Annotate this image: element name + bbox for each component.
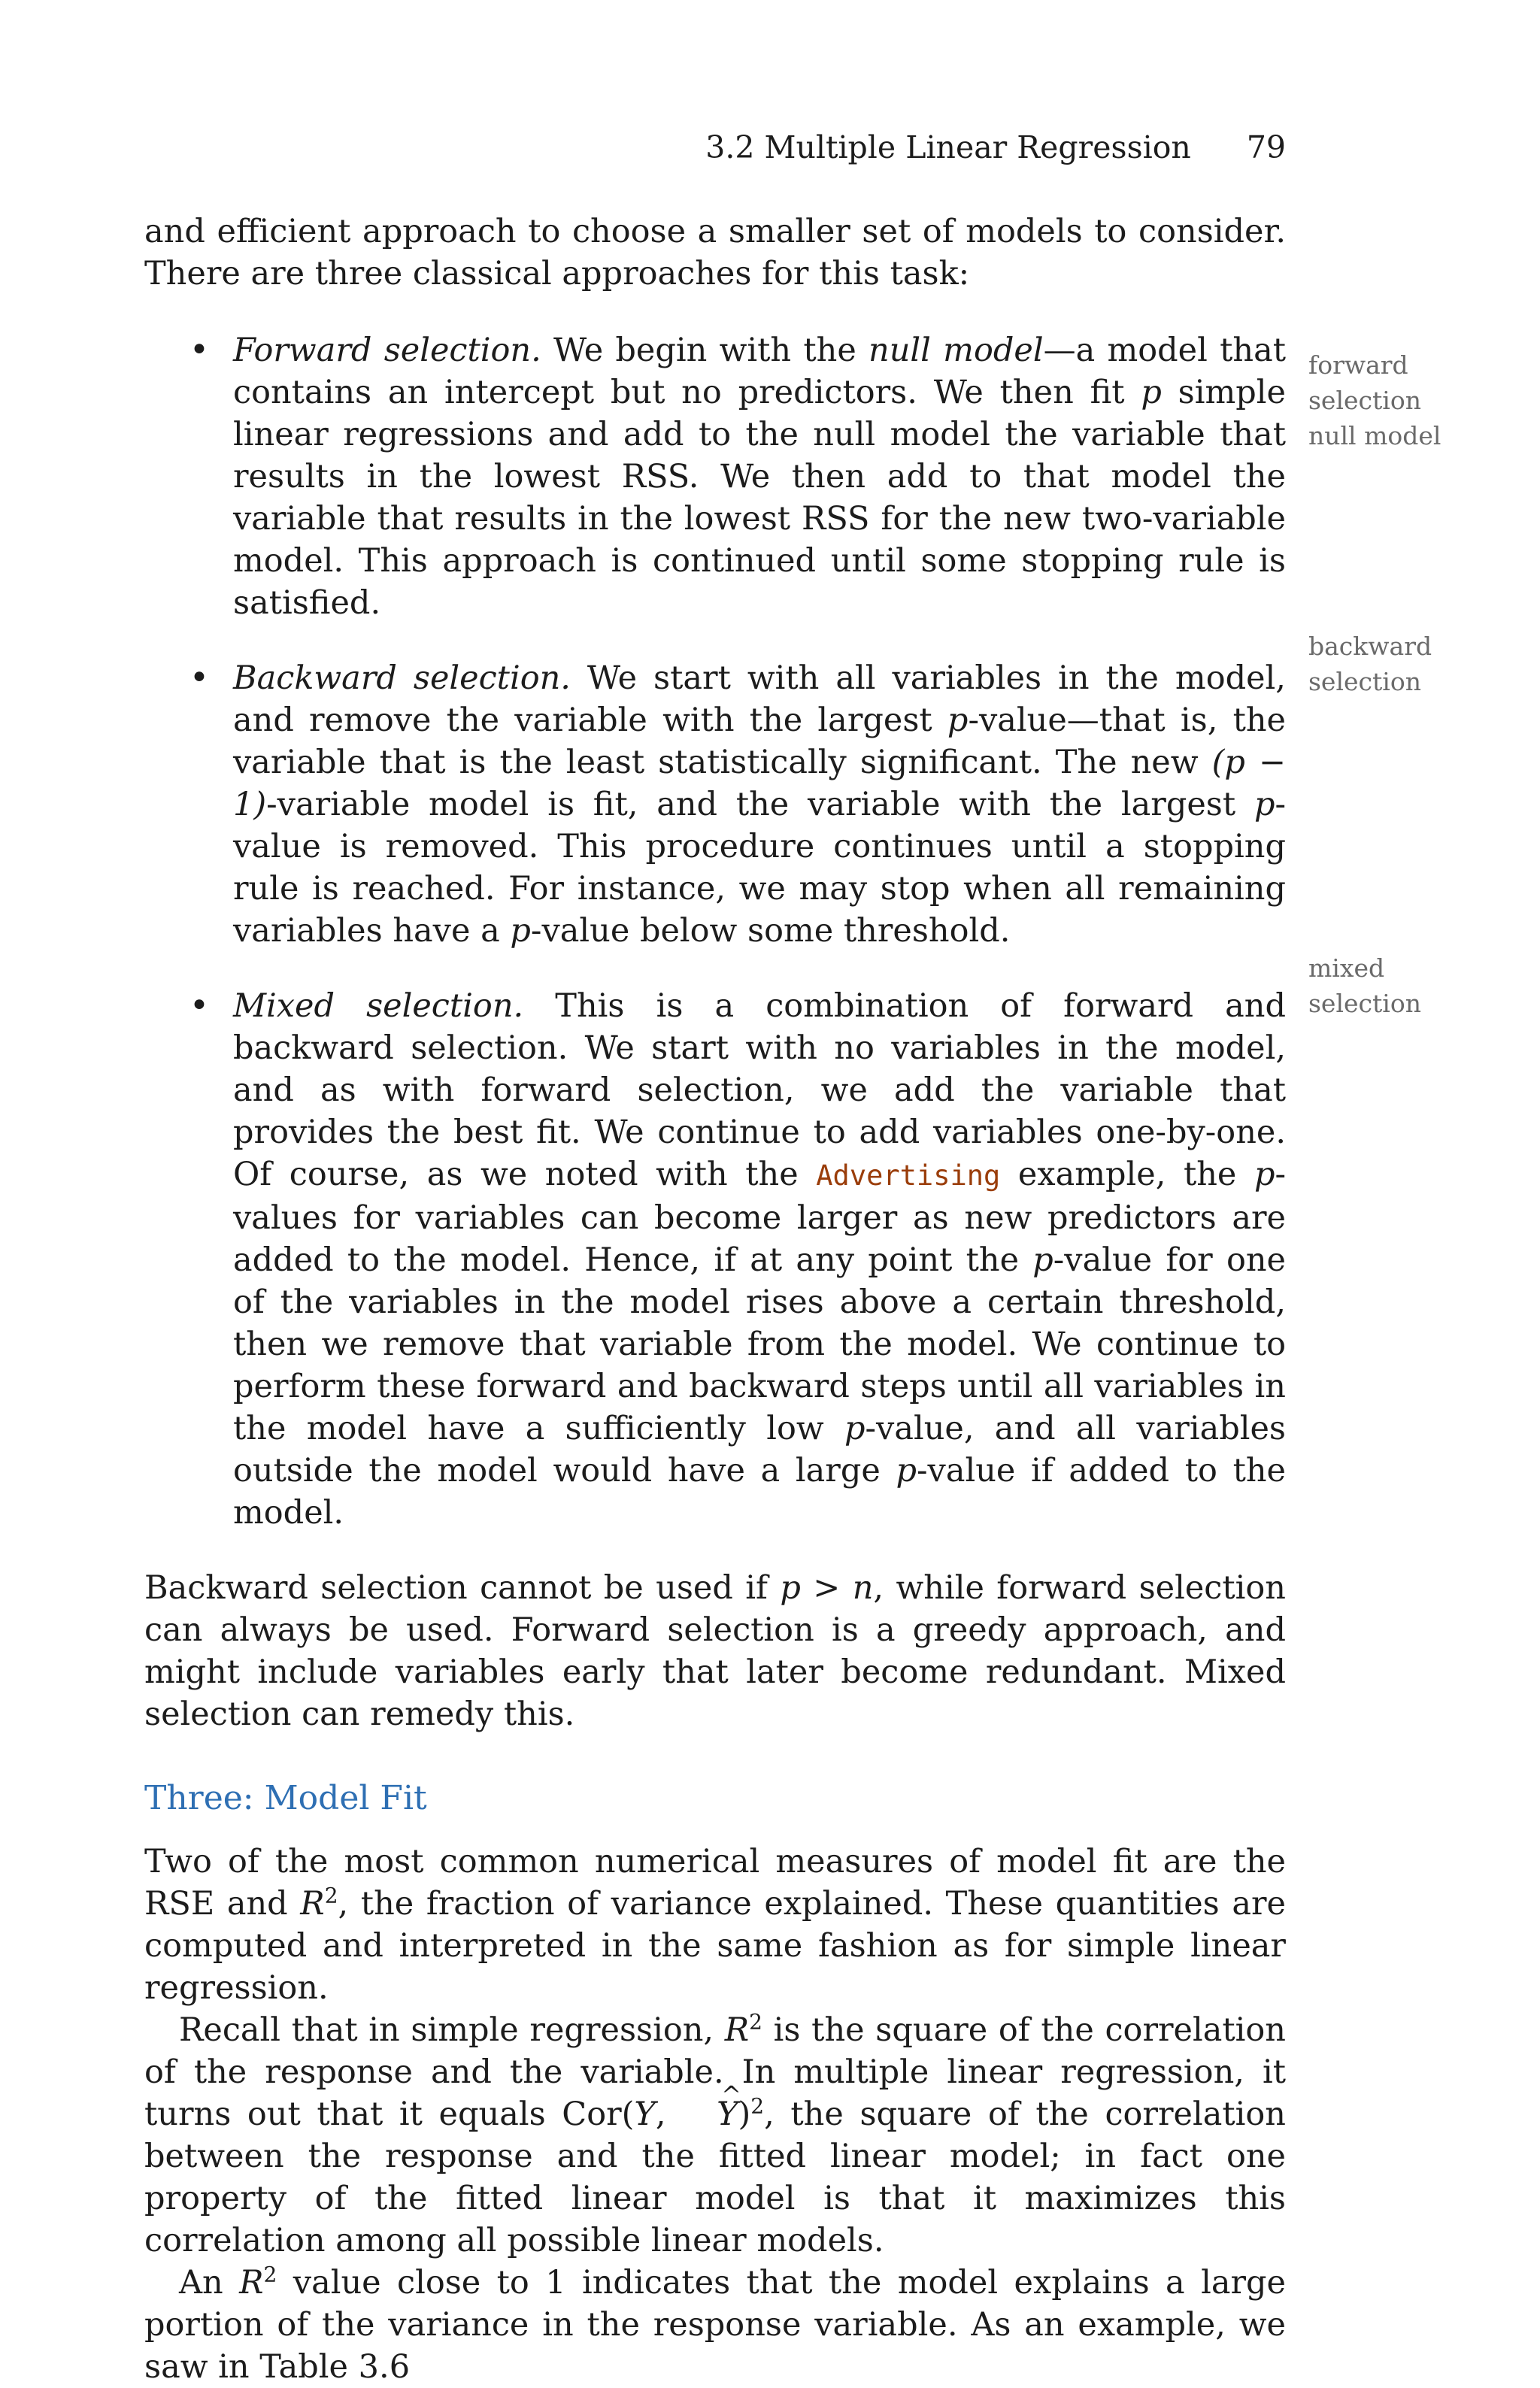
- para3-text-2: value close to 1 indicates that the model explains a large portion of the variance in the response variable. As an example, we saw in Table 3.6: [144, 2264, 1286, 2386]
- list-item-backward-selection: [144, 657, 1286, 952]
- margin-note-forward-selection: [1308, 347, 1504, 453]
- mixed-text-4: -value for one of the variables in the model rises above a certain threshold, then we remove that variable from the model. We continue to perform these forward and backward steps until all variables in the model have a sufficiently low: [233, 1241, 1286, 1447]
- model-fit-paragraph-2: [144, 2009, 1286, 2262]
- superscript-2: 2: [263, 2262, 277, 2287]
- backward-selection-term: Backward selection.: [233, 659, 571, 697]
- forward-text-1: We begin with the: [541, 332, 869, 369]
- model-fit-paragraph-1: [144, 1841, 1286, 2009]
- math-r: R: [724, 2011, 750, 2049]
- margin-note-line: selection: [1308, 386, 1421, 415]
- para1-text-2: , the fraction of variance explained. These quantities are computed and interpreted in the same fashion as for simple linear regression.: [144, 1885, 1286, 2007]
- running-header: [144, 125, 1286, 170]
- math-p: p: [1141, 374, 1162, 411]
- para2-text-1: Recall that in simple regression,: [179, 2011, 725, 2049]
- bullet-icon: •: [189, 659, 209, 697]
- forward-text-3: simple linear regressions and add to the null model the variable that results in the lowest RSS. We then add to that model the variable that results in the lowest RSS for the new two-variable model. This approach is continued until some stopping rule is satisfied.: [233, 374, 1286, 622]
- mixed-selection-term: Mixed selection.: [233, 987, 524, 1025]
- para2-text-2: is the square of the correlation of the response and the variable. In multiple linear regression, it turns out that it equals: [144, 2011, 1286, 2133]
- model-fit-paragraph-3: [144, 2262, 1286, 2388]
- forward-selection-term: Forward selection.: [233, 332, 541, 369]
- after-text-1: Backward selection cannot be used if: [144, 1569, 781, 1607]
- math-p: p: [510, 912, 531, 950]
- null-model-term: null model: [869, 332, 1044, 369]
- backward-text-4: -value is removed. This procedure continues until a stopping rule is reached. For instance, we may stop when all remaining variables have a: [233, 786, 1286, 950]
- superscript-2: 2: [750, 2093, 765, 2119]
- math-p: p: [844, 1410, 865, 1447]
- margin-note-line: mixed: [1308, 953, 1385, 983]
- bullet-icon: •: [189, 331, 209, 369]
- math-r: R: [300, 1885, 325, 1923]
- backward-text-3: -variable model is fit, and the variable with the largest: [266, 786, 1254, 823]
- para3-text-1: An: [179, 2264, 240, 2302]
- mixed-text-3: -values for variables can become larger as new predictors are added to the model. Hence, if at any point the: [233, 1156, 1286, 1279]
- after-text-2: , while forward selection can always be used. Forward selection is a greedy approach, and might include variables early that later become redundant. Mixed selection can remedy this.: [144, 1569, 1286, 1733]
- math-p: p: [1032, 1241, 1053, 1279]
- advertising-code: Advertising: [816, 1159, 1001, 1192]
- math-r: R: [239, 2264, 264, 2302]
- header-section-title: 3.2 Multiple Linear Regression: [705, 129, 1191, 165]
- math-p-minus-1: (p − 1): [233, 744, 1286, 823]
- math-p-greater-n: p > n: [780, 1569, 874, 1607]
- backward-text-2: -value—that is, the variable that is the least statistically significant. The new: [233, 702, 1286, 781]
- math-y: Y: [634, 2096, 656, 2133]
- math-close-paren: ): [738, 2096, 751, 2133]
- math-p: p: [947, 702, 969, 739]
- margin-note-null-model: null model: [1308, 421, 1441, 450]
- mixed-text-5: -value, and all variables outside the model would have a large: [233, 1410, 1287, 1489]
- margin-note-line: selection: [1308, 989, 1421, 1018]
- page-number: 79: [1246, 129, 1286, 165]
- forward-text-2: —a model that contains an intercept but no predictors. We then fit: [233, 332, 1286, 411]
- math-y-hat: ^ Y: [682, 2093, 738, 2135]
- para2-text-3: , the square of the correlation between the response and the fitted linear model; in fact one property of the fitted linear model is that it maximizes this correlation among all possible linear models.: [144, 2096, 1286, 2259]
- math-p: p: [1254, 786, 1275, 823]
- list-item-forward-selection: [144, 329, 1286, 624]
- mixed-text-6: -value if added to the model.: [233, 1452, 1286, 1532]
- section-heading: Three: Model Fit: [144, 1779, 427, 1817]
- margin-note-line: backward: [1308, 632, 1432, 661]
- mixed-text-2: example, the: [1000, 1156, 1254, 1193]
- margin-note-mixed-selection: [1308, 950, 1504, 1021]
- margin-note-backward-selection: [1308, 629, 1504, 699]
- superscript-2: 2: [324, 1883, 338, 1908]
- intro-paragraph: and efficient approach to choose a smaller set of models to consider. There are three classical approaches for this task:: [144, 213, 1286, 292]
- para1-text-1: Two of the most common numerical measures of model fit are the RSE and: [144, 1843, 1286, 1923]
- after-bullets-paragraph: [144, 1567, 1286, 1735]
- superscript-2: 2: [749, 2009, 762, 2035]
- math-p: p: [896, 1452, 917, 1489]
- backward-text-1: We start with all variables in the model, and remove the variable with the largest: [233, 659, 1286, 739]
- list-item-mixed-selection: [144, 985, 1286, 1534]
- backward-text-5: -value below some threshold.: [530, 912, 1011, 950]
- margin-note-line: selection: [1308, 667, 1421, 696]
- math-cor: Cor(: [562, 2096, 635, 2133]
- bullet-icon: •: [189, 986, 209, 1025]
- selection-methods-list: [144, 329, 1286, 1534]
- main-text: [144, 211, 1286, 2388]
- math-p: p: [1254, 1156, 1275, 1193]
- math-comma: ,: [655, 2096, 683, 2133]
- margin-note-line: forward: [1308, 350, 1408, 380]
- mixed-text-1: This is a combination of forward and backward selection. We start with no variables in the model, and as with forward selection, we add the variable that provides the best fit. We continue to add variables one-by-one. Of course, as we noted with the: [233, 987, 1286, 1193]
